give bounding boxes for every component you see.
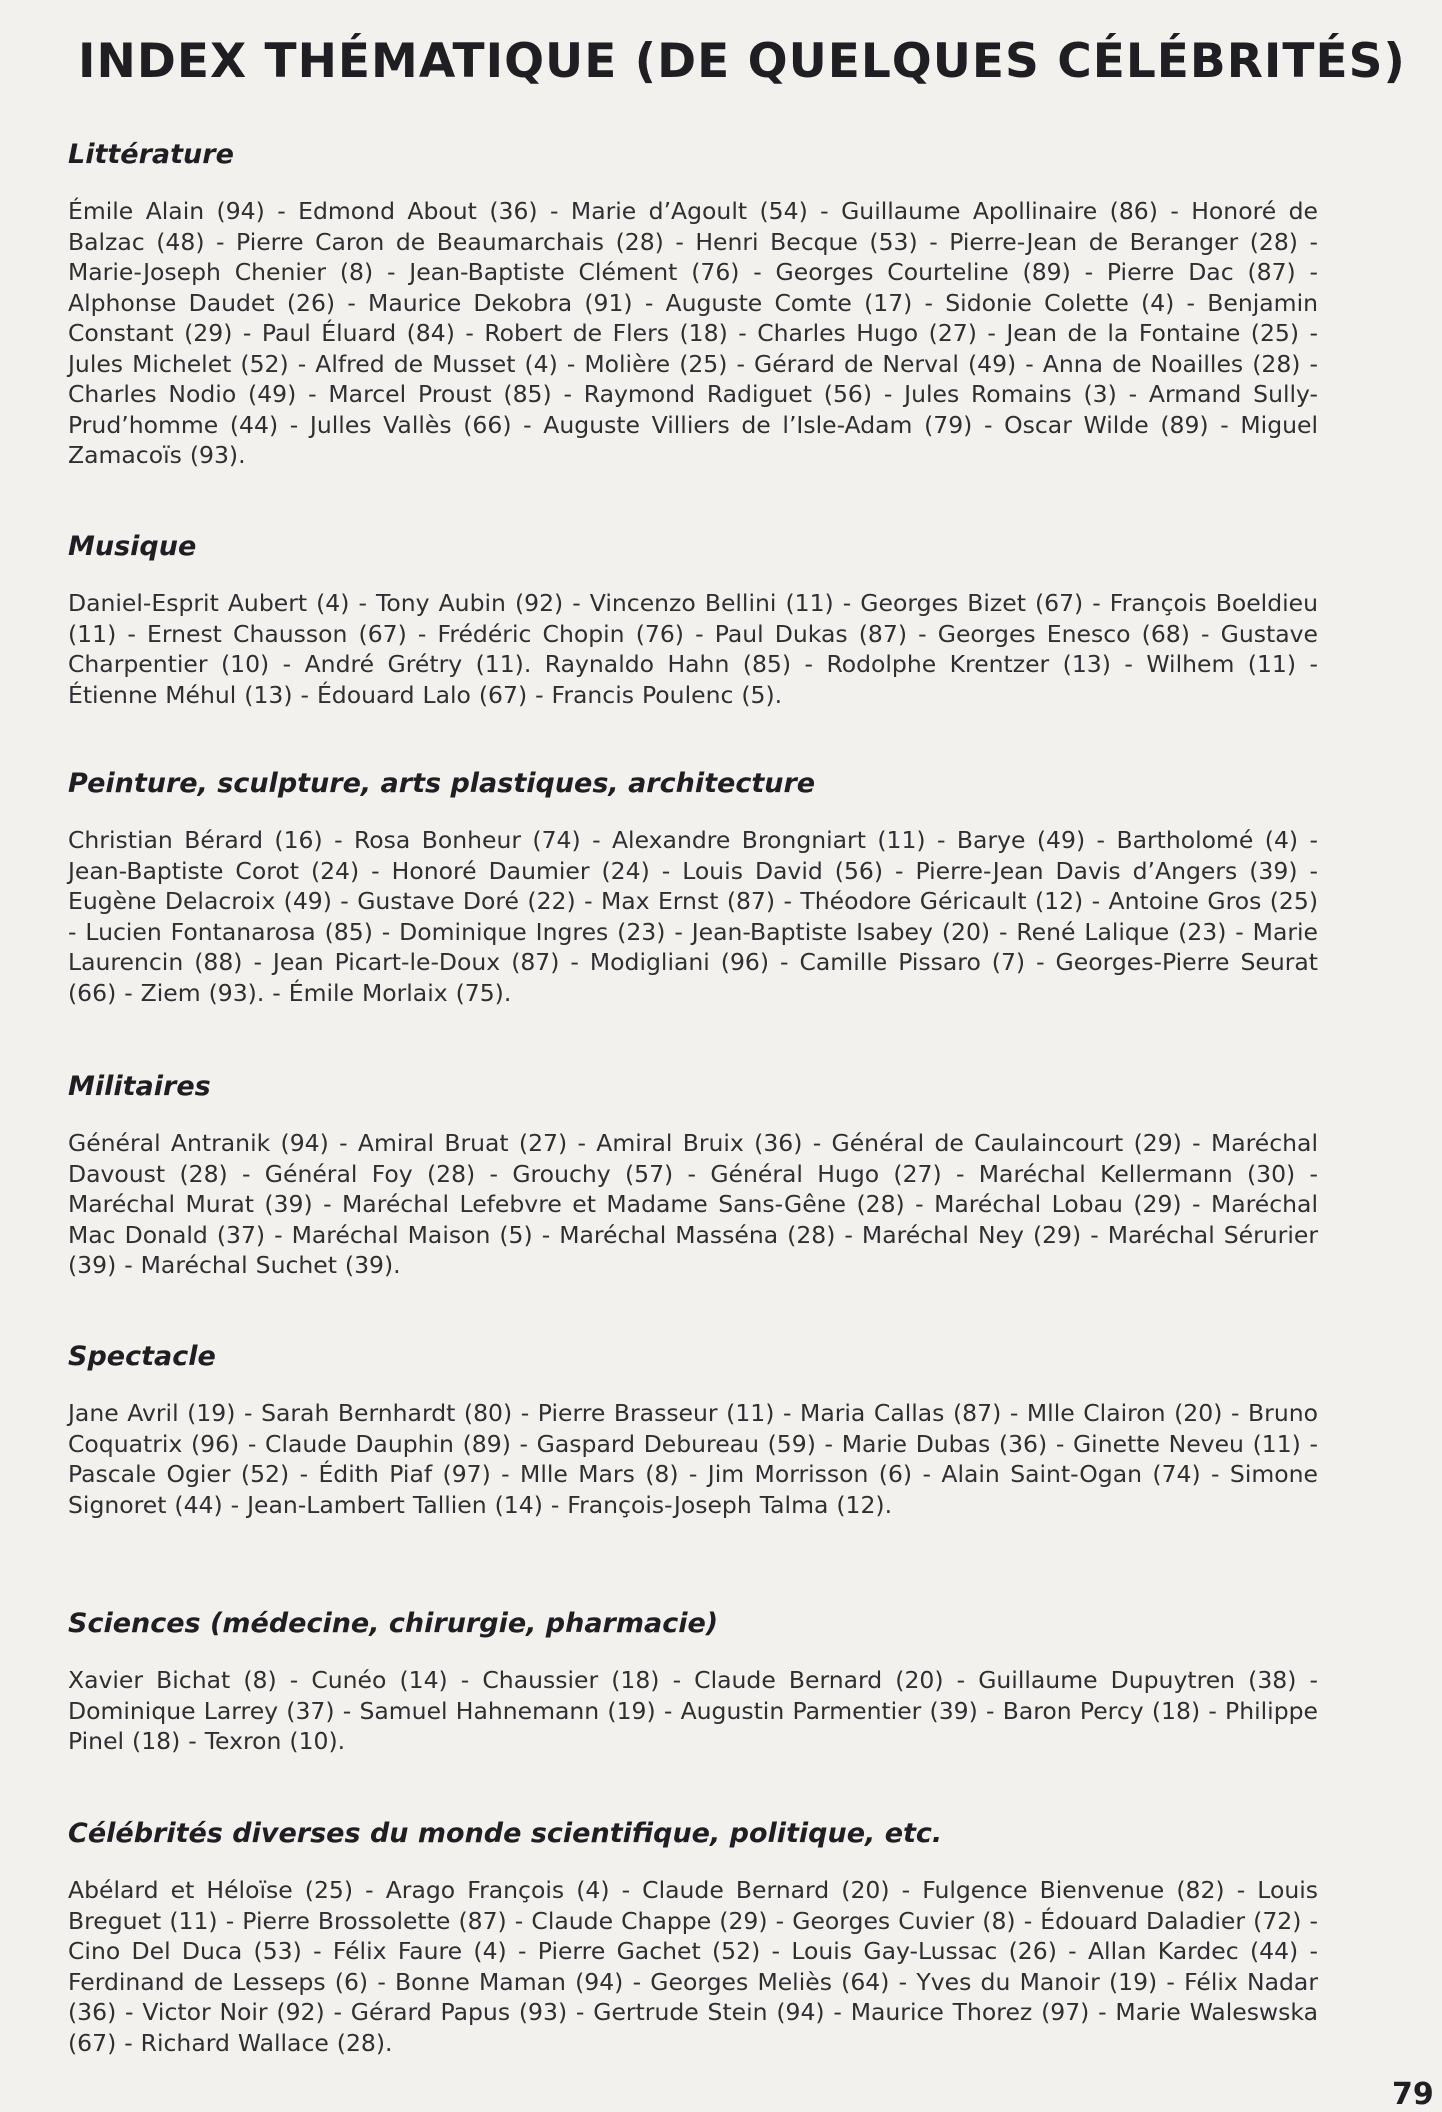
section-heading: Militaires — [68, 1071, 211, 1102]
section-body: Jane Avril (19) - Sarah Bernhardt (80) - Pierre Brasseur (11) - Maria Callas (87) - Mlle Clairon (20) - Bruno Coquatrix (96) - Claude Dauphin (89) - Gaspard Debureau (59) - Marie Dubas (36) - Ginette Neveu (11) - Pascale Ogier (52) - Édith Piaf (97) - Mlle Mars (8) - Jim Morrisson (6) - Alain Saint-Ogan (74) - Simone Signoret (44) - Jean-Lambert Tallien (14) - François-Joseph Talma (12). — [68, 1399, 1318, 1519]
section-sciences — [68, 1607, 1318, 1757]
page-number: 79 — [1392, 2078, 1434, 2112]
section-celebrites-diverses — [68, 1817, 1318, 2058]
section-heading: Célébrités diverses du monde scientifique, politique, etc. — [68, 1818, 943, 1849]
section-body: Émile Alain (94) - Edmond About (36) - Marie d’Agoult (54) - Guillaume Apollinaire (86) - Honoré de Balzac (48) - Pierre Caron de Beaumarchais (28) - Henri Becque (53) - Pierre-Jean de Beranger (28) - Marie-Joseph Chenier (8) - Jean-Baptiste Clément (76) - Georges Courteline (89) - Pierre Dac (87) - Alphonse Daudet (26) - Maurice Dekobra (91) - Auguste Comte (17) - Sidonie Colette (4) - Benjamin Constant (29) - Paul Éluard (84) - Robert de Flers (18) - Charles Hugo (27) - Jean de la Fontaine (25) - Jules Michelet (52) - Alfred de Musset (4) - Molière (25) - Gérard de Nerval (49) - Anna de Noailles (28) - Charles Nodio (49) - Marcel Proust (85) - Raymond Radiguet (56) - Jules Romains (3) - Armand Sully-Prud’homme (44) - Julles Vallès (66) - Auguste Villiers de l’Isle-Adam (79) - Oscar Wilde (89) - Miguel Zamacoïs (93). — [68, 197, 1318, 469]
page-title: INDEX THÉMATIQUE (DE QUELQUES CÉLÉBRITÉS) — [78, 34, 1406, 89]
section-body: Général Antranik (94) - Amiral Bruat (27) - Amiral Bruix (36) - Général de Caulaincourt (29) - Maréchal Davoust (28) - Général Foy (28) - Grouchy (57) - Général Hugo (27) - Maréchal Kellermann (30) - Maréchal Murat (39) - Maréchal Lefebvre et Madame Sans-Gêne (28) - Maréchal Lobau (29) - Maréchal Mac Donald (37) - Maréchal Maison (5) - Maréchal Masséna (28) - Maréchal Ney (29) - Maréchal Sérurier (39) - Maréchal Suchet (39). — [68, 1129, 1318, 1279]
section-body: Xavier Bichat (8) - Cunéo (14) - Chaussier (18) - Claude Bernard (20) - Guillaume Dupuytren (38) - Dominique Larrey (37) - Samuel Hahnemann (19) - Augustin Parmentier (39) - Baron Percy (18) - Philippe Pinel (18) - Texron (10). — [68, 1666, 1318, 1755]
section-body: Abélard et Héloïse (25) - Arago François (4) - Claude Bernard (20) - Fulgence Bienvenue (82) - Louis Breguet (11) - Pierre Brossolette (87) - Claude Chappe (29) - Georges Cuvier (8) - Édouard Daladier (72) - Cino Del Duca (53) - Félix Faure (4) - Pierre Gachet (52) - Louis Gay-Lussac (26) - Allan Kardec (44) - Ferdinand de Lesseps (6) - Bonne Maman (94) - Georges Meliès (64) - Yves du Manoir (19) - Félix Nadar (36) - Victor Noir (92) - Gérard Papus (93) - Gertrude Stein (94) - Maurice Thorez (97) - Marie Waleswska (67) - Richard Wallace (28). — [68, 1876, 1318, 2057]
section-spectacle — [68, 1340, 1318, 1520]
section-musique — [68, 530, 1318, 710]
section-heading: Peinture, sculpture, arts plastiques, architecture — [68, 768, 816, 799]
section-heading: Sciences (médecine, chirurgie, pharmacie) — [68, 1608, 719, 1639]
section-heading: Musique — [68, 531, 197, 562]
section-body: Daniel-Esprit Aubert (4) - Tony Aubin (92) - Vincenzo Bellini (11) - Georges Bizet (67) - François Boeldieu (11) - Ernest Chausson (67) - Frédéric Chopin (76) - Paul Dukas (87) - Georges Enesco (68) - Gustave Charpentier (10) - André Grétry (11). Raynaldo Hahn (85) - Rodolphe Krentzer (13) - Wilhem (11) - Étienne Méhul (13) - Édouard Lalo (67) - Francis Poulenc (5). — [68, 589, 1318, 709]
section-litterature — [68, 138, 1318, 471]
section-heading: Littérature — [68, 139, 234, 170]
section-heading: Spectacle — [68, 1341, 216, 1372]
section-peinture — [68, 767, 1318, 1008]
section-militaires — [68, 1070, 1318, 1281]
section-body: Christian Bérard (16) - Rosa Bonheur (74) - Alexandre Brongniart (11) - Barye (49) - Bartholomé (4) - Jean-Baptiste Corot (24) - Honoré Daumier (24) - Louis David (56) - Pierre-Jean Davis d’Angers (39) - Eugène Delacroix (49) - Gustave Doré (22) - Max Ernst (87) - Théodore Géricault (12) - Antoine Gros (25) - Lucien Fontanarosa (85) - Dominique Ingres (23) - Jean-Baptiste Isabey (20) - René Lalique (23) - Marie Laurencin (88) - Jean Picart-le-Doux (87) - Modigliani (96) - Camille Pissaro (7) - Georges-Pierre Seurat (66) - Ziem (93). - Émile Morlaix (75). — [68, 826, 1318, 1007]
